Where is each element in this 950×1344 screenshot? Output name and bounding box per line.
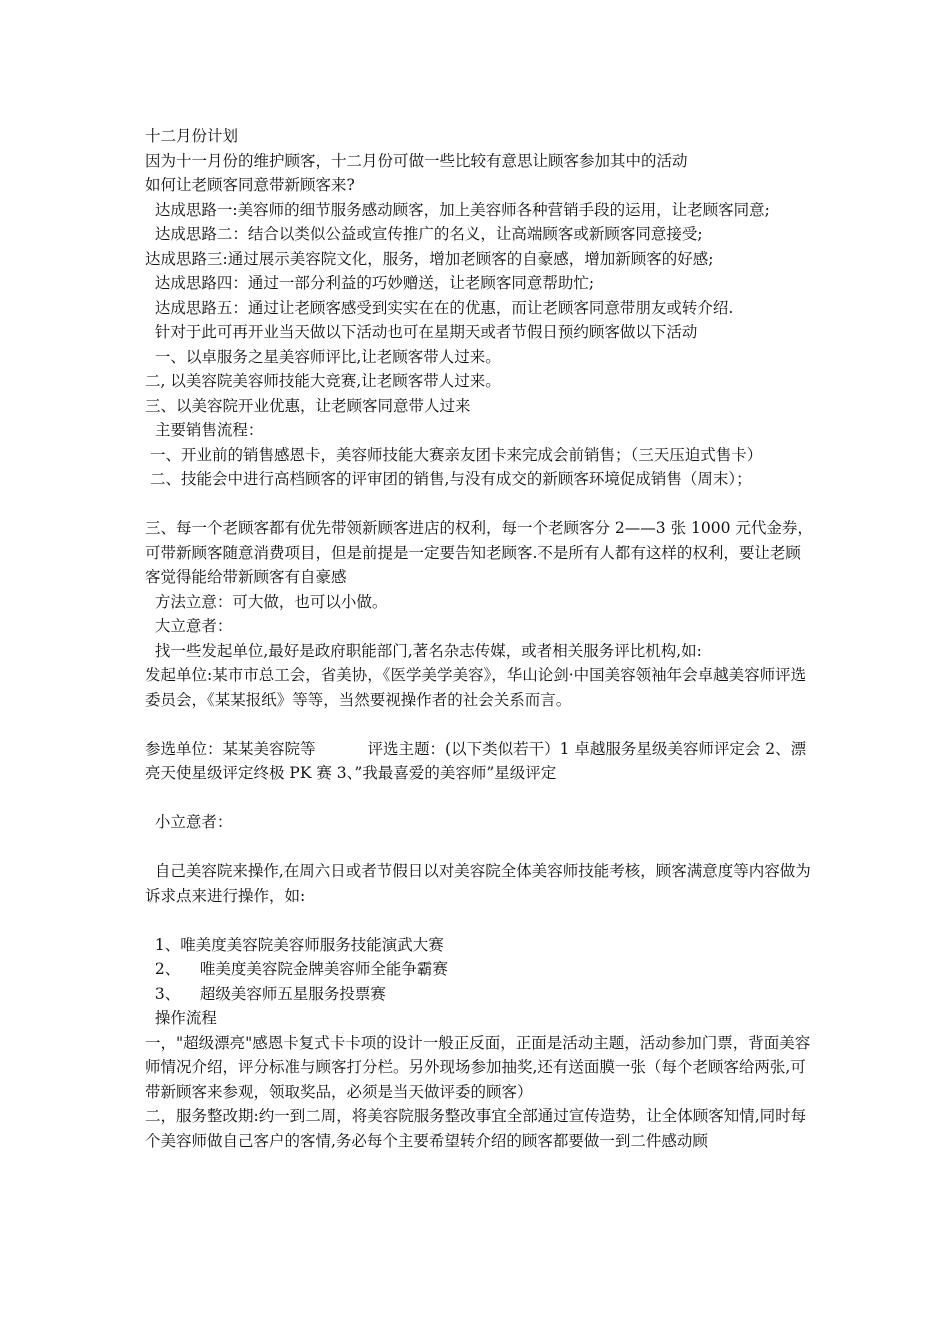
- blank-line: [145, 786, 815, 811]
- paragraph: 达成思路五：通过让老顾客感受到实实在在的优惠，而让老顾客同意带朋友或转介绍.: [145, 298, 734, 317]
- paragraph: 针对于此可再开业当天做以下活动也可在星期天或者节假日预约顾客做以下活动: [145, 323, 698, 341]
- paragraph: 达成思路四：通过一部分利益的巧妙赠送，让老顾客同意帮助忙;: [145, 274, 595, 292]
- paragraph: 一、开业前的销售感恩卡，美容师技能大赛亲友团卡来完成会前销售；（三天压迫式售卡）: [145, 445, 763, 464]
- paragraph: 达成思路二：结合以类似公益或宣传推广的名义，让高端顾客或新顾客同意接受;: [145, 225, 703, 243]
- topics-text: 评选主题：(以下类似若干）1 卓越服务星级美容师评定会 2、漂亮天使星级评定终极 PK 赛 3、”我最喜爱的美容师”星级评定: [145, 739, 807, 782]
- selection-paragraph: [145, 737, 815, 786]
- paragraph: 小立意者：: [145, 813, 233, 831]
- paragraph: 发起单位:某市市总工会，省美协，《医学美学美容》，华山论剑·中国美容领袖年会卓越美容师评选委员会，《某某报纸》等等，当然要视操作者的社会关系而言。: [145, 666, 807, 709]
- paragraph: 达成思路三:通过展示美容院文化，服务，增加老顾客的自豪感，增加新顾客的好感;: [145, 249, 714, 268]
- paragraph: 三、以美容院开业优惠，让老顾客同意带人过来: [145, 396, 471, 415]
- list-item: 2、 唯美度美容院金牌美容师全能争霸赛: [145, 960, 448, 978]
- paragraph: 一、以卓服务之星美容师评比,让老顾客带人过来。: [145, 347, 501, 366]
- list-item: 3、 超级美容师五星服务投票赛: [145, 984, 386, 1003]
- paragraph: 操作流程: [145, 1009, 217, 1027]
- list-item: 1、唯美度美容院美容师服务技能演武大赛: [145, 935, 444, 954]
- paragraph: 主要销售流程：: [145, 421, 264, 439]
- paragraph: 达成思路一:美容师的细节服务感动顾客，加上美容师各种营销手段的运用，让老顾客同意;: [145, 200, 770, 219]
- paragraph: 自己美容院来操作,在周六日或者节假日以对美容院全体美容师技能考核，顾客满意度等内容做为诉求点来进行操作，如:: [145, 862, 811, 905]
- document-title: 十二月份计划: [145, 127, 239, 145]
- paragraph: 如何让老顾客同意带新顾客来?: [145, 176, 355, 194]
- participant-text: 参选单位：某某美容院等: [145, 739, 316, 758]
- paragraph: 二，服务整改期:约一到二周，将美容院服务整改事宜全部通过宣传造势，让全体顾客知情,同时每个美容师做自己客户的客情,务必每个主要希望转介绍的顾客都要做一到二件感动顾: [145, 1107, 807, 1150]
- blank-line: [145, 908, 815, 933]
- blank-line: [145, 492, 815, 517]
- blank-line: [145, 835, 815, 860]
- paragraph: 大立意者：: [145, 617, 233, 635]
- paragraph: 方法立意：可大做，也可以小做。: [145, 592, 388, 611]
- paragraph: 二, 以美容院美容师技能大竞赛,让老顾客带人过来。: [145, 372, 501, 390]
- paragraph: 因为十一月份的维护顾客，十二月份可做一些比较有意思让顾客参加其中的活动: [145, 151, 688, 170]
- paragraph: 一，"超级漂亮"感恩卡复式卡卡项的设计一般正反面，正面是活动主题，活动参加门票，背面美容师情况介绍，评分标准与顾客打分栏。另外现场参加抽奖,还有送面膜一张（每个老顾客给两张,可带新顾客来参观，领取奖品，必须是当天做评委的顾客）: [145, 1033, 811, 1101]
- document-body: [145, 124, 815, 1153]
- blank-line: [145, 712, 815, 737]
- paragraph: 三、每一个老顾客都有优先带领新顾客进店的权利，每一个老顾客分 2——3 张 1000 元代金券，可带新顾客随意消费项目，但是前提是一定要告知老顾客.不是所有人都有这样的权利，要让老顾客觉得能给带新顾客有自豪感: [145, 519, 813, 586]
- paragraph: 找一些发起单位,最好是政府职能部门,著名杂志传媒，或者相关服务评比机构,如:: [145, 641, 702, 660]
- paragraph: 二、技能会中进行高档顾客的评审团的销售,与没有成交的新顾客环境促成销售（周末）；: [145, 470, 752, 488]
